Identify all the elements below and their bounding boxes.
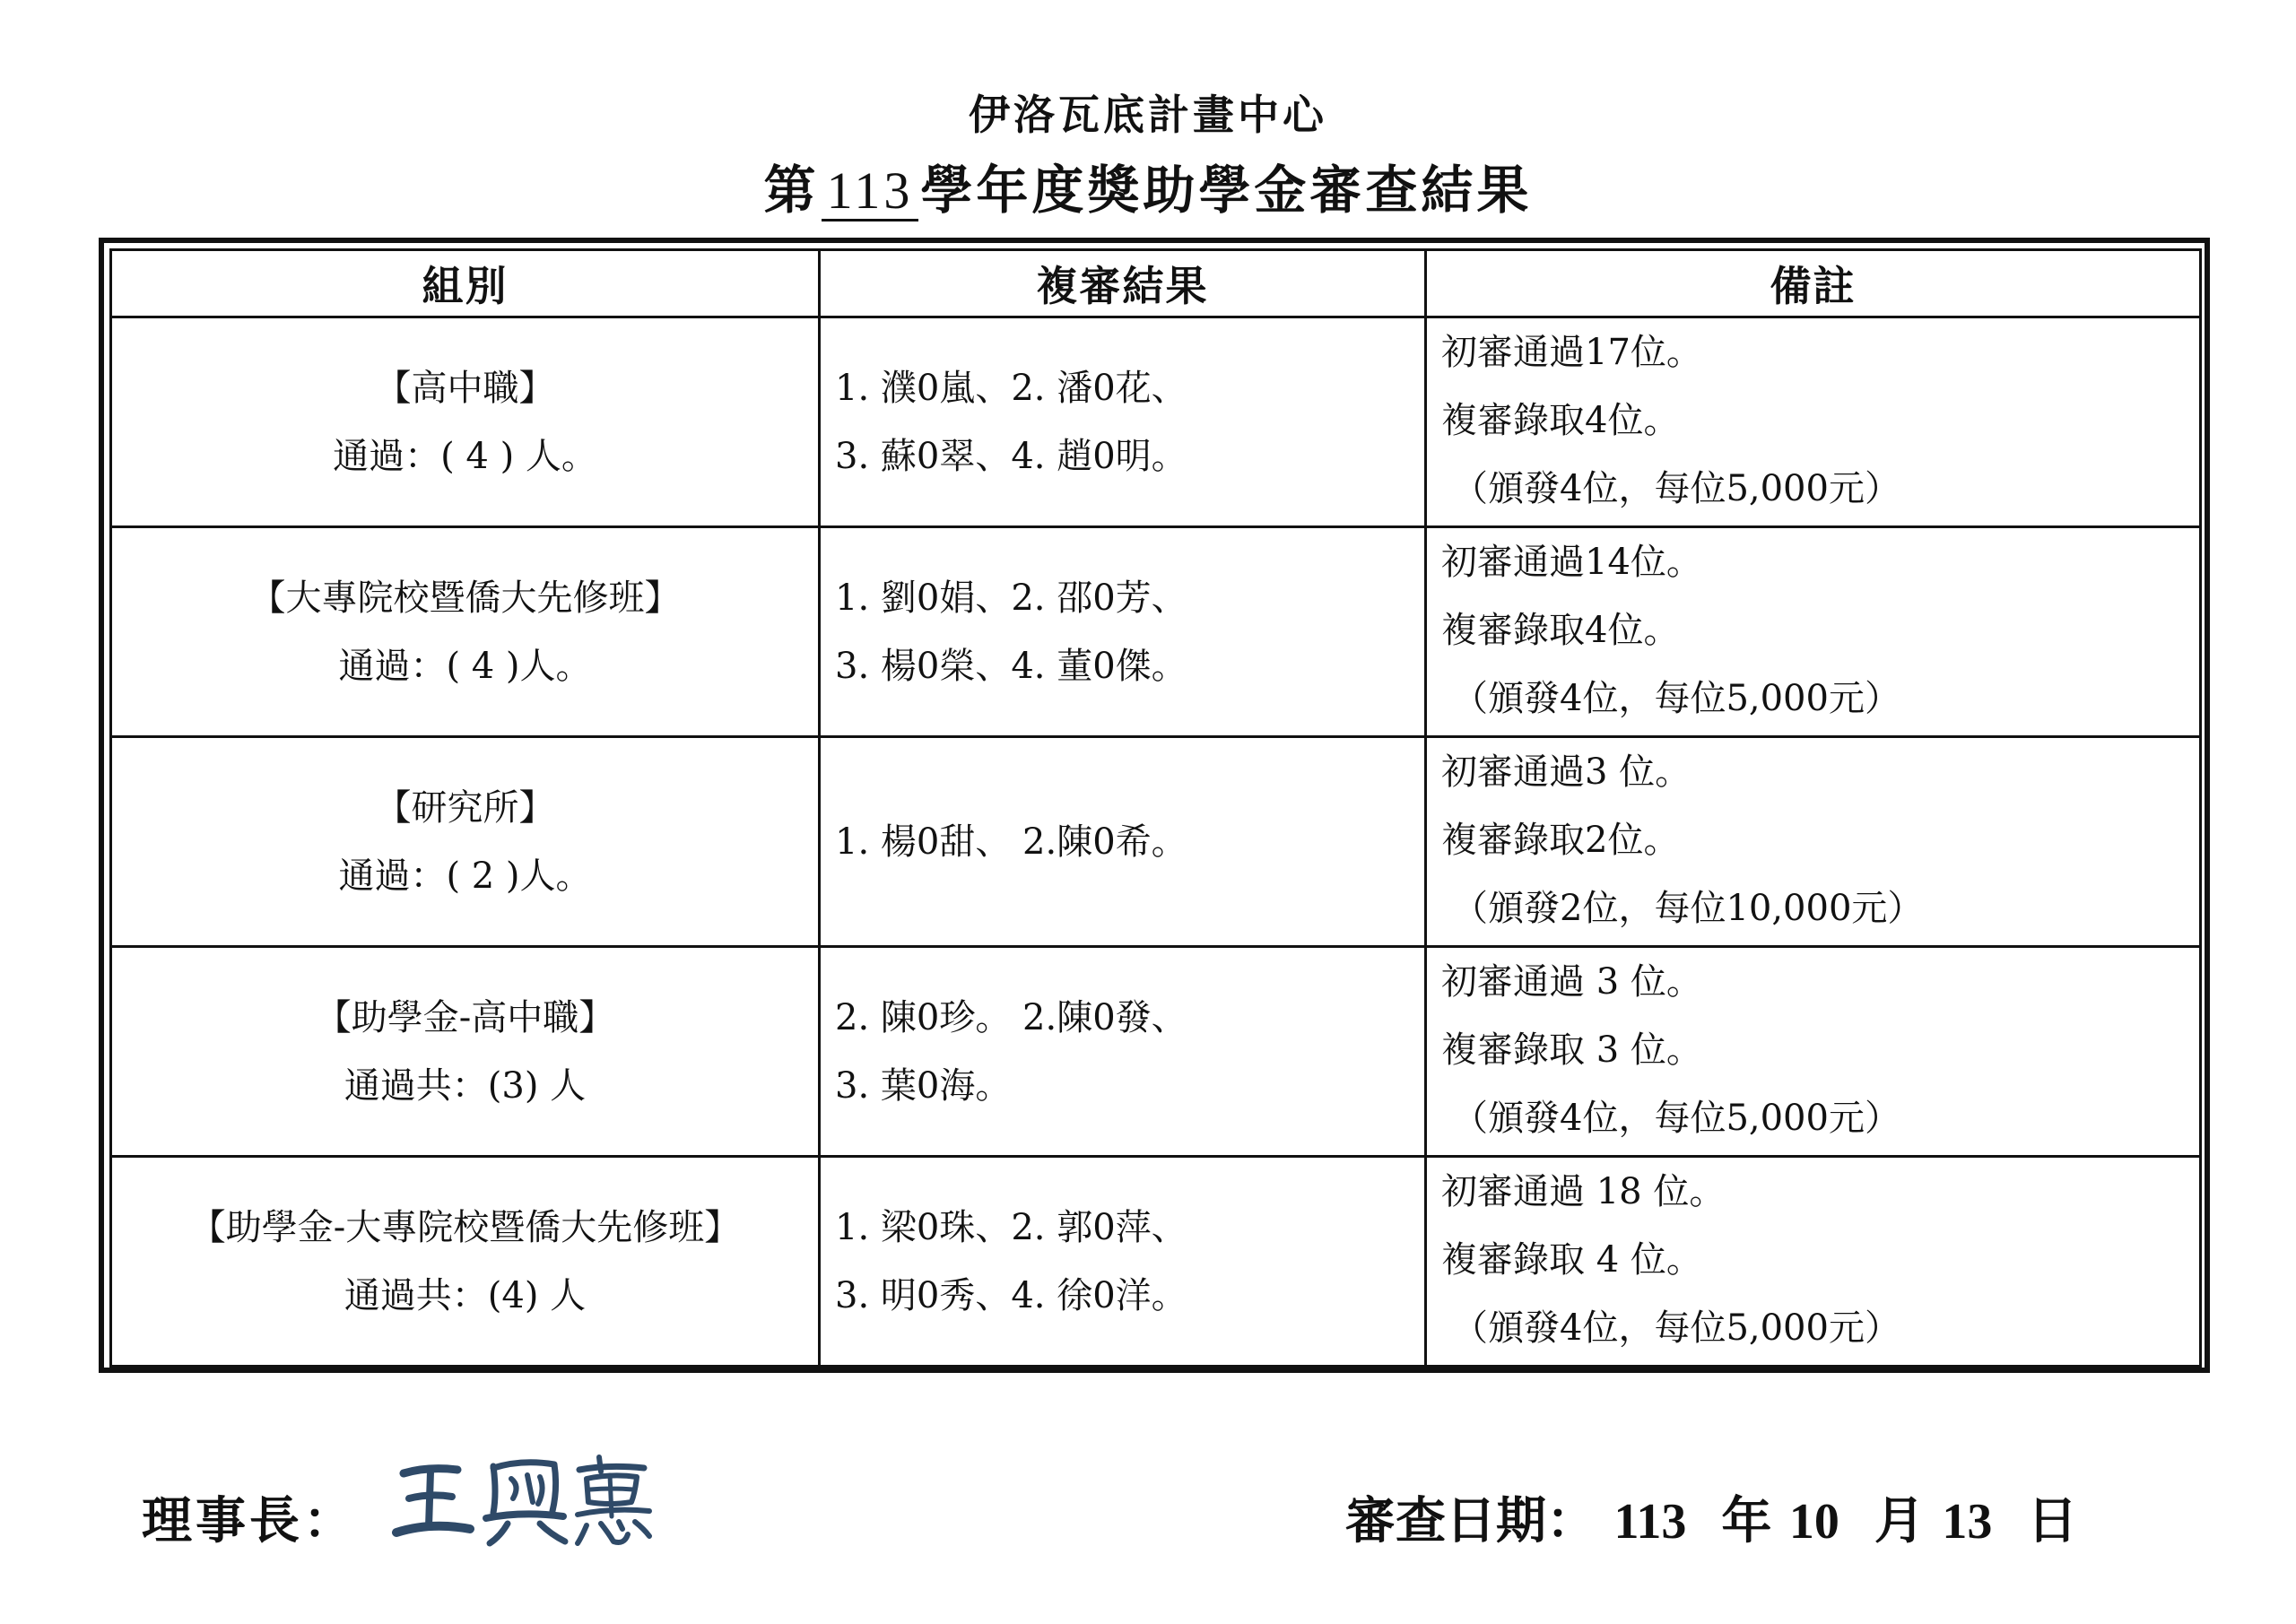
table-row xyxy=(111,737,2201,947)
group-cell xyxy=(111,317,820,527)
review-day: 13 xyxy=(1942,1494,1993,1550)
note-line: （頒發2位，每位10,000元） xyxy=(1452,888,1924,929)
result-cell xyxy=(820,317,1426,527)
review-date-label: 審查日期： xyxy=(1345,1492,1596,1550)
note-line: 複審錄取2位。 xyxy=(1441,820,1680,861)
group-count: 通過共：(4) 人 xyxy=(344,1274,587,1316)
table-row xyxy=(111,947,2201,1157)
day-unit: 日 xyxy=(2027,1492,2078,1550)
result-line: 1. 楊0甜、 2.陳0希。 xyxy=(835,821,1187,863)
note-cell xyxy=(1426,947,2201,1157)
note-cell xyxy=(1426,527,2201,737)
group-count: 通過：( 2 )人。 xyxy=(338,855,592,897)
note-line: 複審錄取4位。 xyxy=(1441,400,1680,441)
result-line: 1. 梁0珠、2. 郭0萍、 xyxy=(835,1206,1187,1248)
result-cell xyxy=(820,527,1426,737)
group-name: 【大專院校暨僑大先修班】 xyxy=(249,577,681,619)
result-line: 3. 明0秀、4. 徐0洋。 xyxy=(835,1274,1187,1316)
month-unit: 月 xyxy=(1874,1492,1925,1550)
review-date xyxy=(1345,1481,2077,1553)
result-line: 3. 葉0海。 xyxy=(835,1064,1012,1107)
note-line: （頒發4位，每位5,000元） xyxy=(1452,468,1900,509)
header-note: 備註 xyxy=(1426,250,2201,317)
group-cell xyxy=(111,527,820,737)
title-year: 113 xyxy=(822,164,919,221)
group-name: 【助學金-高中職】 xyxy=(315,996,615,1038)
table-row xyxy=(111,317,2201,527)
group-count: 通過共：(3) 人 xyxy=(344,1064,587,1107)
group-name: 【高中職】 xyxy=(375,367,555,409)
organization-name: 伊洛瓦底計畫中心 xyxy=(969,91,1327,139)
results-table-frame xyxy=(99,238,2210,1373)
note-line: 初審通過 18 位。 xyxy=(1441,1171,1726,1212)
group-count: 通過：( 4 )人。 xyxy=(338,645,592,687)
note-line: 初審通過14位。 xyxy=(1441,542,1702,583)
year-unit: 年 xyxy=(1721,1492,1772,1550)
note-line: 初審通過17位。 xyxy=(1441,332,1702,373)
group-name: 【研究所】 xyxy=(375,786,555,829)
table-header-row xyxy=(111,250,2201,317)
note-line: 複審錄取 3 位。 xyxy=(1441,1029,1702,1071)
header-result: 複審結果 xyxy=(820,250,1426,317)
note-line: 複審錄取4位。 xyxy=(1441,610,1680,651)
title-prefix: 第 xyxy=(763,160,820,221)
group-name: 【助學金-大專院校暨僑大先修班】 xyxy=(189,1206,741,1248)
title-suffix: 學年度獎助學金審查結果 xyxy=(920,160,1533,221)
note-line: 初審通過 3 位。 xyxy=(1441,961,1702,1003)
group-cell xyxy=(111,947,820,1157)
table-row xyxy=(111,1157,2201,1367)
note-line: （頒發4位，每位5,000元） xyxy=(1452,1098,1900,1139)
note-cell xyxy=(1426,317,2201,527)
note-line: （頒發4位，每位5,000元） xyxy=(1452,1307,1900,1349)
group-cell xyxy=(111,1157,820,1367)
result-cell xyxy=(820,1157,1426,1367)
note-line: 初審通過3 位。 xyxy=(1441,751,1692,793)
page-title xyxy=(0,148,2296,223)
group-count: 通過：( 4 ) 人。 xyxy=(333,435,597,477)
results-table xyxy=(109,248,2202,1368)
review-month: 10 xyxy=(1788,1494,1839,1550)
table-row xyxy=(111,527,2201,737)
note-line: 複審錄取 4 位。 xyxy=(1441,1239,1702,1281)
note-line: （頒發4位，每位5,000元） xyxy=(1452,678,1900,719)
result-line: 1. 劉0娟、2. 邵0芳、 xyxy=(835,577,1187,619)
result-cell xyxy=(820,737,1426,947)
note-cell xyxy=(1426,1157,2201,1367)
chairman-signature xyxy=(387,1439,674,1556)
chairman-label: 理事長： xyxy=(142,1492,357,1550)
note-cell xyxy=(1426,737,2201,947)
group-cell xyxy=(111,737,820,947)
result-line: 1. 濮0嵐、2. 潘0花、 xyxy=(835,367,1187,409)
result-cell xyxy=(820,947,1426,1157)
header-group: 組別 xyxy=(111,250,820,317)
result-line: 2. 陳0珍。 2.陳0發、 xyxy=(835,996,1187,1038)
result-line: 3. 蘇0翠、4. 趙0明。 xyxy=(835,435,1187,477)
result-line: 3. 楊0榮、4. 董0傑。 xyxy=(835,645,1187,687)
review-year: 113 xyxy=(1613,1494,1687,1550)
